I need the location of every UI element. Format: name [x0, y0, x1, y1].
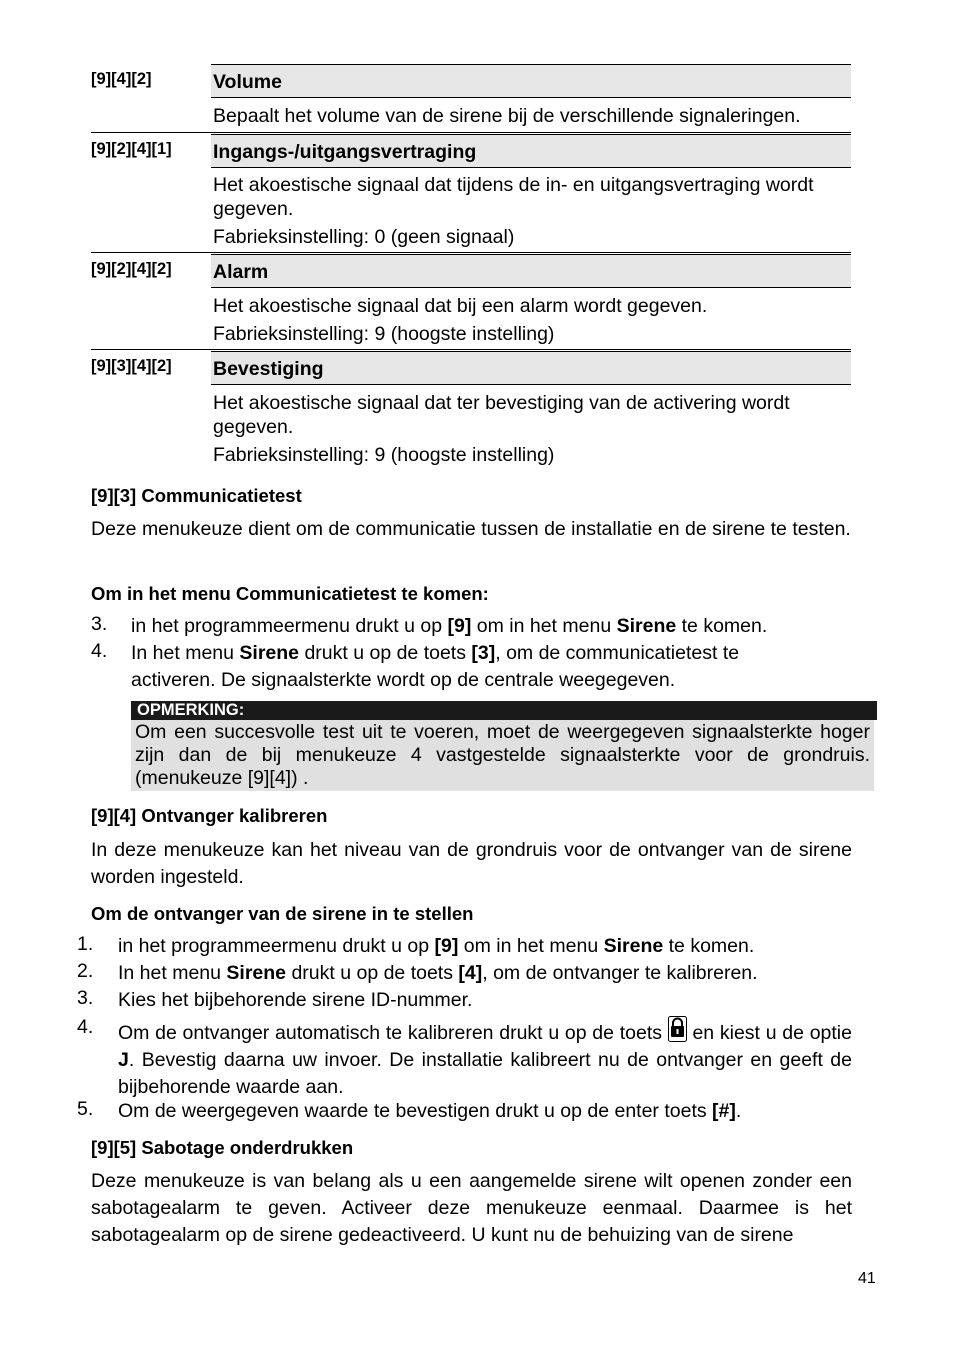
list-number: 4.: [77, 1016, 94, 1038]
row-factory-setting: Fabrieksinstelling: 0 (geen signaal): [213, 226, 515, 248]
list-number: 2.: [77, 960, 94, 982]
note-text: Om een succesvolle test uit te voeren, moet de weergegeven signaalsterkte hoger zijn dan de bij menukeuze 4 vastgestelde signaalsterkte voor de grondruis. (menukeuze [9][4]) .: [131, 720, 874, 791]
row-code: [9][2][4][2]: [91, 260, 172, 278]
section-paragraph: Deze menukeuze is van belang als u een aangemelde sirene wilt openen zonder een sabotagealarm te geven. Activeer deze menukeuze eenmaal. Daarmee is het sabotagealarm op de sirene gedeactiveerd. U kunt nu de behuizing van de sirene: [91, 1170, 852, 1246]
row-title: Volume: [211, 64, 851, 98]
row-divider: [91, 252, 851, 253]
list-item: in het programmeermenu drukt u op [9] om in het menu Sirene te komen.: [118, 935, 755, 957]
list-item: in het programmeermenu drukt u op [9] om in het menu Sirene te komen.: [131, 615, 768, 637]
row-title: Alarm: [211, 254, 851, 288]
row-title: Bevestiging: [211, 351, 851, 385]
section-heading: [9][4] Ontvanger kalibreren: [91, 805, 328, 826]
row-title: Ingangs-/uitgangsvertraging: [211, 134, 851, 168]
note-label: OPMERKING:: [131, 701, 877, 720]
list-number: 3.: [91, 613, 108, 635]
row-desc: Het akoestische signaal dat ter bevestiging van de activering wordt gegeven.: [213, 392, 790, 438]
row-desc: Bepaalt het volume van de sirene bij de verschillende signaleringen.: [213, 105, 801, 127]
list-item: In het menu Sirene drukt u op de toets [3], om de communicatietest te activeren. De signaalsterkte wordt op de centrale weegegeven.: [131, 642, 740, 691]
section-heading: [9][3] Communicatietest: [91, 485, 302, 506]
list-number: 5.: [77, 1098, 94, 1120]
procedure-heading: Om de ontvanger van de sirene in te stellen: [91, 903, 474, 924]
lock-key-icon: [668, 1016, 687, 1042]
list-number: 1.: [77, 933, 94, 955]
list-item: Om de weergegeven waarde te bevestigen drukt u op de enter toets [#].: [118, 1100, 742, 1122]
row-divider: [91, 132, 851, 133]
list-item: Om de ontvanger automatisch te kalibreren drukt u op de toets en kiest u de optie J. Bevestig daarna uw invoer. De installatie kalibreert nu de ontvanger en geeft de bijbehorende waarde aan.: [118, 1016, 852, 1101]
list-number: 4.: [91, 640, 108, 662]
list-number: 3.: [77, 987, 94, 1009]
row-code: [9][3][4][2]: [91, 357, 172, 375]
page-number: 41: [858, 1270, 876, 1287]
row-factory-setting: Fabrieksinstelling: 9 (hoogste instelling): [213, 323, 555, 345]
list-item: Kies het bijbehorende sirene ID-nummer.: [118, 989, 473, 1011]
list-item: In het menu Sirene drukt u op de toets [4], om de ontvanger te kalibreren.: [118, 962, 758, 984]
procedure-heading: Om in het menu Communicatietest te komen:: [91, 583, 489, 604]
row-code: [9][2][4][1]: [91, 140, 172, 158]
row-desc: Het akoestische signaal dat bij een alarm wordt gegeven.: [213, 295, 708, 317]
row-factory-setting: Fabrieksinstelling: 9 (hoogste instelling): [213, 444, 555, 466]
section-heading: [9][5] Sabotage onderdrukken: [91, 1137, 354, 1158]
section-paragraph: In deze menukeuze kan het niveau van de grondruis voor de ontvanger van de sirene worden ingesteld.: [91, 839, 852, 888]
row-divider: [91, 349, 851, 350]
row-desc: Het akoestische signaal dat tijdens de in- en uitgangsvertraging wordt gegeven.: [213, 174, 814, 220]
row-code: [9][4][2]: [91, 70, 152, 88]
section-paragraph: Deze menukeuze dient om de communicatie tussen de installatie en de sirene te testen.: [91, 518, 851, 540]
